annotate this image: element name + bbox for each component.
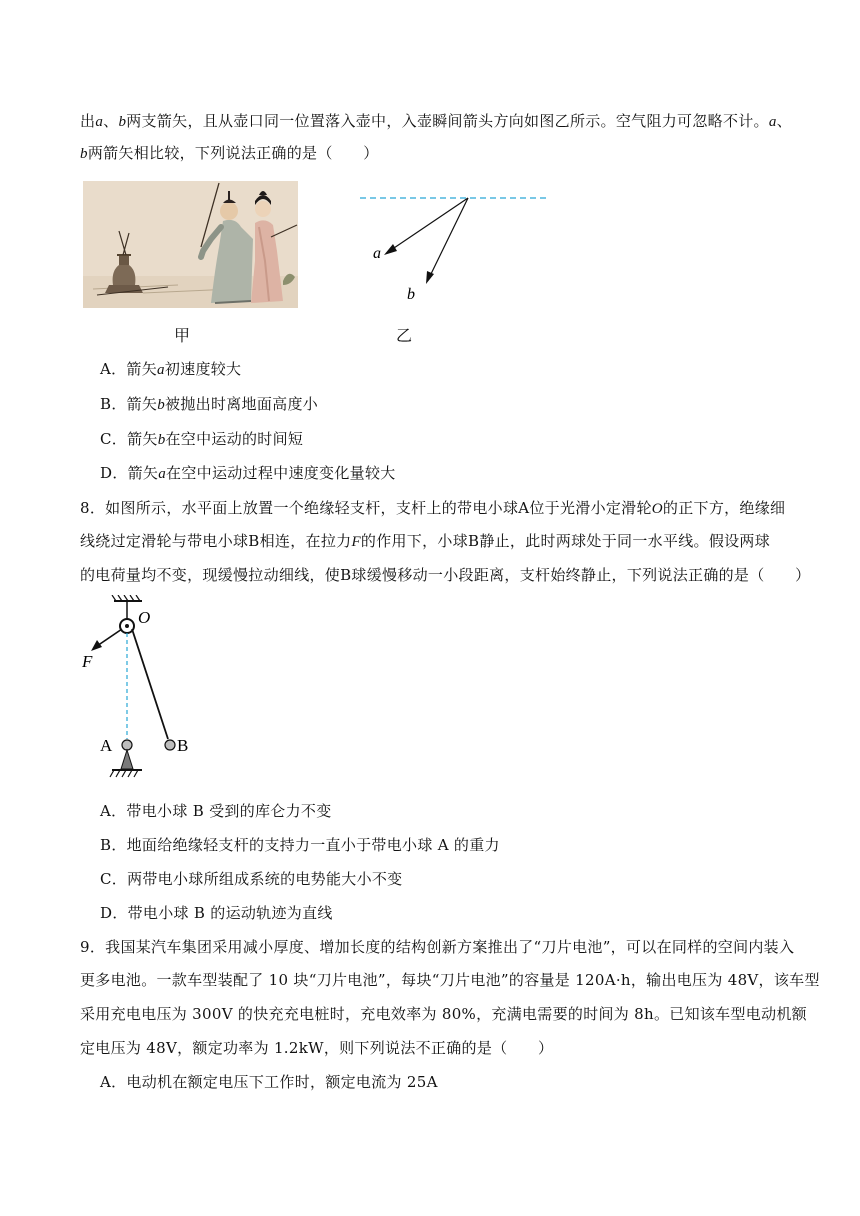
q8-stem-line-2: 线绕过定滑轮与带电小球B相连，在拉力F的作用下，小球B静止，此时两球处于同一水平线。假设两球 [80,532,771,550]
q9-stem-line-3: 采用充电电压为 300V 的快充充电桩时，充电效率为 80%，充满电需要的时间为 8h。已知该车型电动机额 [80,1005,807,1023]
arrow-b-icon [426,198,468,284]
label-A: A [100,736,113,755]
q8-option-c: C．两带电小球所组成系统的电势能大小不变 [100,870,403,888]
label-B: B [177,736,189,755]
insulating-support-icon [121,750,133,769]
label-O: O [138,608,151,627]
q8-option-d: D．带电小球 B 的运动轨迹为直线 [100,904,333,922]
q9-stem-line-2: 更多电池。一款车型装配了 10 块“刀片电池”，每块“刀片电池”的容量是 120A·h，输出电压为 48V，该车型 [80,971,820,989]
ball-B-icon [165,740,175,750]
arrow-a-icon [384,198,468,255]
q7-stem-line-1: 出a、b两支箭矢，且从壶口同一位置落入壶中，入壶瞬间箭头方向如图乙所示。空气阻力可忽略不计。a、 [80,112,792,130]
label-a: a [373,245,381,262]
pulley-diagram [78,595,198,785]
figure-jia-caption: 甲 [174,326,191,345]
q8-option-b: B．地面给绝缘轻支杆的支持力一直小于带电小球 A 的重力 [100,836,500,854]
arrow-direction-diagram [355,185,555,310]
q9-stem-line-4: 定电压为 48V，额定功率为 1.2kW，则下列说法不正确的是（ ） [80,1039,554,1057]
label-F: F [82,652,93,671]
q8-option-a: A．带电小球 B 受到的库仑力不变 [100,802,332,820]
q8-stem-line-3: 的电荷量均不变，现缓慢拉动细线，使B球缓慢移动一小段距离，支杆始终静止，下列说法正确的是（ ） [80,566,811,584]
q7-option-c: C．箭矢b在空中运动的时间短 [100,430,304,448]
q7-stem-line-2: b两箭矢相比较，下列说法正确的是（ ） [80,144,379,162]
label-b: b [407,286,415,303]
q8-stem-line-1: 8．如图所示，水平面上放置一个绝缘轻支杆，支杆上的带电小球A位于光滑小定滑轮O的正下方，绝缘细 [80,499,786,517]
figure-yi-caption: 乙 [396,326,413,345]
q9-option-a: A．电动机在额定电压下工作时，额定电流为 25A [100,1073,438,1091]
q9-stem-line-1: 9．我国某汽车集团采用减小厚度、增加长度的结构创新方案推出了“刀片电池”，可以在同样的空间内装入 [80,938,795,956]
touhu-painting-image [83,181,298,308]
q7-option-a: A．箭矢a初速度较大 [100,360,242,378]
q7-option-b: B．箭矢b被抛出时离地面高度小 [100,395,319,413]
q7-option-d: D．箭矢a在空中运动过程中速度变化量较大 [100,464,396,482]
